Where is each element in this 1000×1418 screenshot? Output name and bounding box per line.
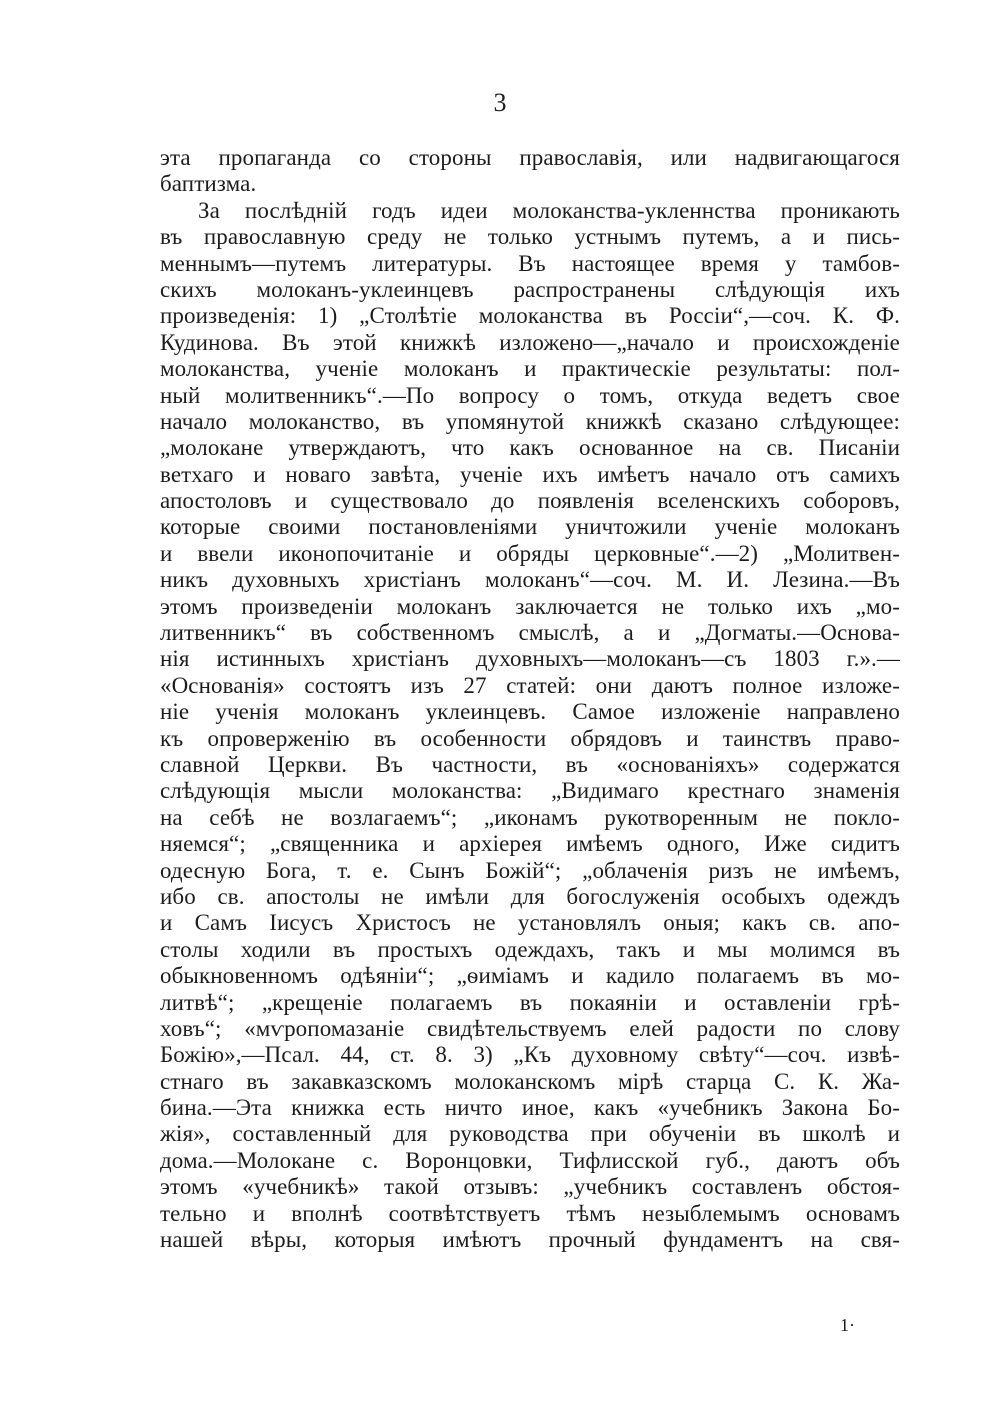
text-line: столы ходили въ простыхъ одеждахъ, такъ и мы молимся въ (160, 936, 900, 962)
text-line: „молокане утверждаютъ, что какъ основанное на св. Писаніи (160, 435, 900, 461)
text-line: ветхаго и новаго завѣта, ученіе ихъ имѣетъ начало отъ самихъ (160, 461, 900, 487)
text-line: въ православную среду не только устнымъ путемъ, а и пись- (160, 224, 900, 250)
text-line: баптизма. (160, 171, 257, 197)
text-line: ибо св. апостолы не имѣли для богослуженія особыхъ одеждъ (160, 883, 900, 909)
text-line: тельно и вполнѣ соотвѣтствуетъ тѣмъ незыблемымъ основамъ (160, 1200, 900, 1226)
text-line: «Основанія» состоятъ изъ 27 статей: они даютъ полное изложе- (160, 672, 900, 698)
printer-signature-mark: 1· (840, 1315, 855, 1335)
text-line: произведенія: 1) „Столѣтіе молоканства въ Россіи“,—соч. К. Ф. (160, 303, 900, 329)
text-line: няемся“; „священника и архіерея имѣемъ одного, Иже сидитъ (160, 831, 900, 857)
text-line: и Самъ Іисусъ Христосъ не установлялъ оныя; какъ св. апо- (160, 910, 900, 936)
text-line: нія истинныхъ христіанъ духовныхъ—молоканъ—съ 1803 г.».— (160, 646, 900, 672)
text-line: За послѣдній годъ идеи молоканства-укленнства проникають (198, 197, 900, 223)
text-line: дома.—Молокане с. Воронцовки, Тифлисской губ., даютъ объ (160, 1147, 900, 1173)
text-line: ніе ученія молоканъ уклеинцевъ. Самое изложеніе направлено (160, 699, 900, 725)
text-line: этомъ произведеніи молоканъ заключается не только ихъ „мо- (160, 593, 900, 619)
text-line: жія», составленный для руководства при обученіи въ школѣ и (160, 1121, 900, 1147)
text-line: меннымъ—путемъ литературы. Въ настоящее время у тамбов- (160, 250, 900, 276)
text-line: славной Церкви. Въ частности, въ «основаніяхъ» содержатся (160, 751, 900, 777)
text-line: эта пропаганда со стороны православія, или надвигающагося (160, 145, 900, 170)
text-line: слѣдующія мысли молоканства: „Видимаго крестнаго знаменія (160, 778, 900, 804)
text-line: на себѣ не возлагаемъ“; „иконамъ рукотворенным не покло- (160, 804, 900, 830)
text-line: стнаго въ закавказскомъ молоканскомъ мірѣ старца С. К. Жа- (160, 1068, 900, 1094)
text-line: къ опроверженію въ особенности обрядовъ и таинствъ право- (160, 725, 900, 751)
text-line: Божію»,—Псал. 44, ст. 8. 3) „Къ духовному свѣту“—соч. извѣ- (160, 1042, 900, 1068)
page-body-text (160, 145, 900, 1253)
text-line: литвенникъ“ въ собственномъ смыслѣ, а и „Догматы.—Основа- (160, 620, 900, 646)
text-line: бина.—Эта книжка есть ничто иное, какъ «учебникъ Закона Бо- (160, 1095, 900, 1121)
text-line: этомъ «учебникѣ» такой отзывъ: „учебникъ составленъ обстоя- (160, 1174, 900, 1200)
page-number: 3 (493, 88, 507, 117)
text-line: литвѣ“; „крещеніе полагаемъ въ покаяніи и оставленіи грѣ- (160, 989, 900, 1015)
text-line: ный молитвенникъ“.—По вопросу о томъ, откуда ведетъ свое (160, 382, 900, 408)
text-line: молоканства, ученіе молоканъ и практическіе результаты: пол- (160, 356, 900, 382)
text-line: никъ духовныхъ христіанъ молоканъ“—соч. М. И. Лезина.—Въ (160, 567, 900, 593)
text-line: которые своими постановленіями уничтожили ученіе молоканъ (160, 514, 900, 540)
text-line: и ввели иконопочитаніе и обряды церковные“.—2) „Молитвен- (160, 540, 900, 566)
text-line: начало молоканство, въ упомянутой книжкѣ сказано слѣдующее: (160, 408, 900, 434)
text-line: нашей вѣры, которыя имѣютъ прочный фундаментъ на свя- (160, 1227, 900, 1253)
text-line: обыкновенномъ одѣяніи“; „ѳиміамъ и кадило полагаемъ въ мо- (160, 963, 900, 989)
text-line: ховъ“; «мѵропомазаніе свидѣтельствуемъ елей радости по слову (160, 1015, 900, 1041)
text-line: одесную Бога, т. е. Сынъ Божій“; „облаченія ризъ не имѣемъ, (160, 857, 900, 883)
text-line: скихъ молоканъ-уклеинцевъ распространены слѣдующія ихъ (160, 276, 900, 302)
text-line: апостоловъ и существовало до появленія вселенскихъ соборовъ, (160, 488, 900, 514)
text-line: Кудинова. Въ этой книжкѣ изложено—„начало и происхожденіе (160, 329, 900, 355)
